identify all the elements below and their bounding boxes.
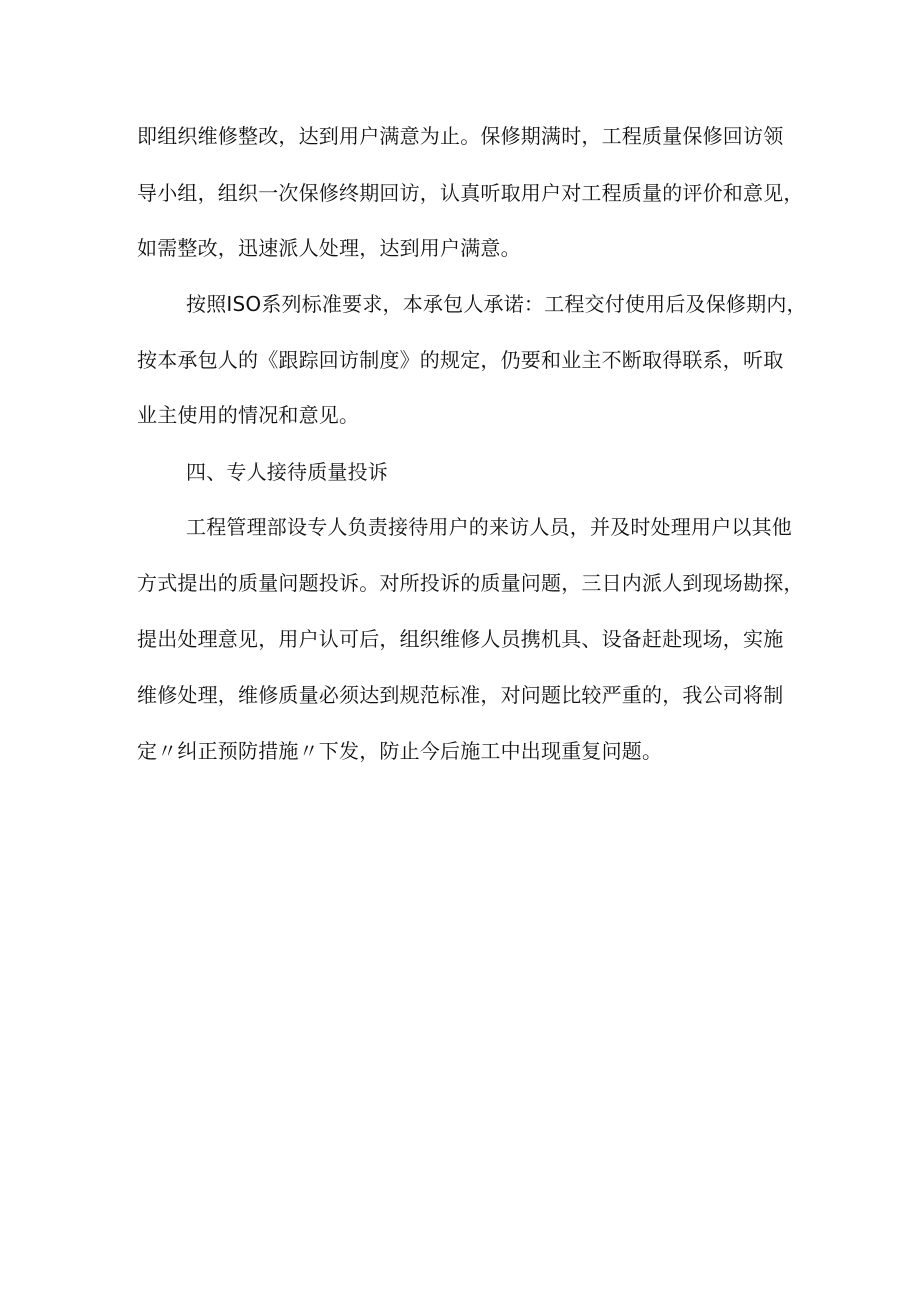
text-line: 即组织维修整改，达到用户满意为止。保修期满时，工程质量保修回访领 [137, 124, 784, 148]
text-line: 如需整改，迅速派人处理，达到用户满意。 [137, 236, 521, 260]
text-line: 业主使用的情况和意见。 [137, 403, 360, 427]
text-line: 按本承包人的《跟踪回访制度》的规定，仍要和业主不断取得联系，听取 [137, 348, 784, 372]
section-heading: 四、专人接待质量投诉 [186, 460, 388, 484]
text-line: 定〃纠正预防措施〃下发，防止今后施工中出现重复问题。 [137, 739, 663, 763]
text-line: 导小组，组织一次保修终期回访，认真听取用户对工程质量的评价和意见， [137, 181, 804, 205]
text-line: 按照ISO系列标准要求，本承包人承诺：工程交付使用后及保修期内， [186, 292, 807, 316]
text-line: 维修处理，维修质量必须达到规范标准，对问题比较严重的，我公司将制 [137, 683, 784, 707]
text-line: 提出处理意见，用户认可后，组织维修人员携机具、设备赶赴现场，实施 [137, 627, 784, 651]
text-line: 方式提出的质量问题投诉。对所投诉的质量问题，三日内派人到现场勘探， [137, 571, 804, 595]
text-line: 工程管理部设专人负责接待用户的来访人员，并及时处理用户以其他 [186, 515, 792, 539]
